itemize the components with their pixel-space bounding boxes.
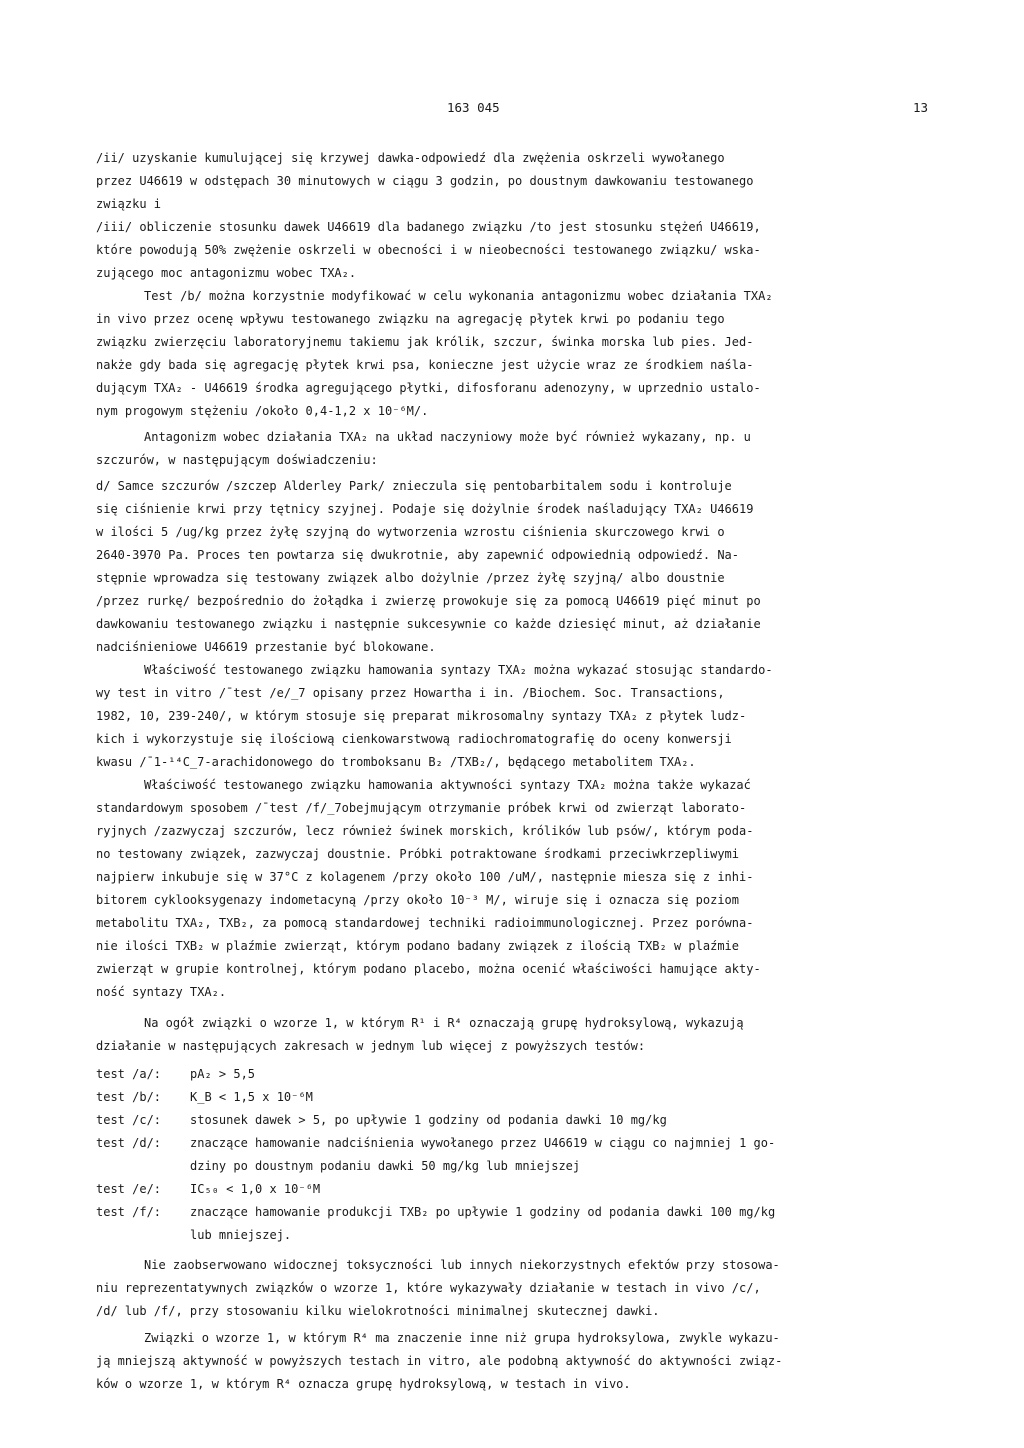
text-line: działanie w następujących zakresach w jednym lub więcej z powyższych testów: — [96, 1039, 646, 1053]
text-line: zwierząt w grupie kontrolnej, którym podano placebo, można ocenić właściwości hamujące akty- — [96, 962, 761, 976]
text-line: w ilości 5 /ug/kg przez żyłę szyjną do wytworzenia wzrostu ciśnienia skurczowego krwi o — [96, 525, 725, 539]
text-line: in vivo przez ocenę wpływu testowanego związku na agregację płytek krwi po podaniu tego — [96, 312, 725, 326]
text-line: przez U46619 w odstępach 30 minutowych w ciągu 3 godzin, po doustnym dawkowaniu testowanego — [96, 174, 754, 188]
test-criterion: lub mniejszej. — [190, 1228, 292, 1242]
text-line: nadciśnieniowe U46619 przestanie być blokowane. — [96, 640, 436, 654]
test-criterion: dziny po doustnym podaniu dawki 50 mg/kg lub mniejszej — [190, 1159, 581, 1173]
text-line: Związki o wzorze 1, w którym R⁴ ma znaczenie inne niż grupa hydroksylowa, zwykle wykazu- — [144, 1331, 780, 1345]
text-line: wy test in vitro /ˉtest /e/_7 opisany przez Howartha i in. /Biochem. Soc. Transactions, — [96, 686, 725, 700]
text-line: zującego moc antagonizmu wobec TXA₂. — [96, 266, 357, 280]
text-line: nie ilości TXB₂ w plaźmie zwierząt, którym podano badany związek z ilością TXB₂ w plaźmie — [96, 939, 739, 953]
test-criterion: stosunek dawek > 5, po upływie 1 godziny od podania dawki 10 mg/kg — [190, 1113, 667, 1127]
text-line: Nie zaobserwowano widocznej toksyczności lub innych niekorzystnych efektów przy stosowa- — [144, 1258, 780, 1272]
patent-number: 163 045 — [447, 100, 500, 115]
text-line: Właściwość testowanego związku hamowania syntazy TXA₂ można wykazać stosując standardo- — [144, 663, 773, 677]
test-criterion: znaczące hamowanie nadciśnienia wywołanego przez U46619 w ciągu co najmniej 1 go- — [190, 1136, 776, 1150]
test-label: test /c/: — [96, 1113, 162, 1127]
text-line: kwasu /ˉ1-¹⁴C_7-arachidonowego do tromboksanu B₂ /TXB₂/, będącego metabolitem TXA₂. — [96, 755, 696, 769]
test-criterion: pA₂ > 5,5 — [190, 1067, 256, 1081]
text-line: ność syntazy TXA₂. — [96, 985, 227, 999]
text-line: /przez rurkę/ bezpośrednio do żołądka i zwierzę prowokuje się za pomocą U46619 pięć minut po — [96, 594, 761, 608]
text-line: /ii/ uzyskanie kumulującej się krzywej dawka-odpowiedź dla zwężenia oskrzeli wywołanego — [96, 151, 725, 165]
text-line: nym progowym stężeniu /około 0,4-1,2 x 10⁻⁶M/. — [96, 404, 429, 418]
text-line: 1982, 10, 239-240/, w którym stosuje się preparat mikrosomalny syntazy TXA₂ z płytek ludz- — [96, 709, 747, 723]
text-line: d/ Samce szczurów /szczep Alderley Park/ znieczula się pentobarbitalem sodu i kontroluje — [96, 479, 732, 493]
text-line: no testowany związek, zazwyczaj doustnie. Próbki potraktowane środkami przeciwkrzepliwymi — [96, 847, 739, 861]
text-line: standardowym sposobem /ˉtest /f/_7obejmującym otrzymanie próbek krwi od zwierząt laborato- — [96, 801, 747, 815]
text-line: dawkowaniu testowanego związku i następnie sukcesywnie co każde dziesięć minut, aż działanie — [96, 617, 761, 631]
text-line: które powodują 50% zwężenie oskrzeli w obecności i w nieobecności testowanego związku/ wska- — [96, 243, 761, 257]
text-line: kich i wykorzystuje się ilościową cienkowarstwową radiochromatografię do oceny konwersji — [96, 732, 732, 746]
page-number: 13 — [913, 100, 929, 115]
test-label: test /e/: — [96, 1182, 162, 1196]
text-line: metabolitu TXA₂, TXB₂, za pomocą standardowej techniki radioimmunologicznej. Przez porówna- — [96, 916, 754, 930]
text-line: 2640-3970 Pa. Proces ten powtarza się dwukrotnie, aby zapewnić odpowiednią odpowiedź. Na- — [96, 548, 739, 562]
test-criterion: IC₅₀ < 1,0 x 10⁻⁶M — [190, 1182, 321, 1196]
text-line: ków o wzorze 1, w którym R⁴ oznacza grupę hydroksylową, w testach in vivo. — [96, 1377, 631, 1391]
text-line: /d/ lub /f/, przy stosowaniu kilku wielokrotności minimalnej skutecznej dawki. — [96, 1304, 660, 1318]
text-line: dującym TXA₂ - U46619 środka agregującego płytki, difosforanu adenozyny, w uprzednio ustalo- — [96, 381, 761, 395]
text-line: ją mniejszą aktywność w powyższych testach in vitro, ale podobną aktywność do aktywności związ- — [96, 1354, 783, 1368]
text-line: się ciśnienie krwi przy tętnicy szyjnej. Podaje się dożylnie środek naśladujący TXA₂ U46619 — [96, 502, 754, 516]
text-line: związku i — [96, 197, 162, 211]
text-line: ryjnych /zazwyczaj szczurów, lecz również świnek morskich, królików lub psów/, którym poda- — [96, 824, 754, 838]
text-line: bitorem cyklooksygenazy indometacyną /przy około 10⁻³ M/, wiruje się i oznacza się poziom — [96, 893, 739, 907]
text-line: szczurów, w następującym doświadczeniu: — [96, 453, 378, 467]
text-line: związku zwierzęciu laboratoryjnemu takiemu jak królik, szczur, świnka morska lub pies. Jed- — [96, 335, 754, 349]
test-label: test /b/: — [96, 1090, 162, 1104]
text-line: /iii/ obliczenie stosunku dawek U46619 dla badanego związku /to jest stosunku stężeń U46619, — [96, 220, 761, 234]
text-line: Właściwość testowanego związku hamowania aktywności syntazy TXA₂ można także wykazać — [144, 778, 751, 792]
text-line: Na ogół związki o wzorze 1, w którym R¹ i R⁴ oznaczają grupę hydroksylową, wykazują — [144, 1016, 744, 1030]
text-line: Test /b/ można korzystnie modyfikować w celu wykonania antagonizmu wobec działania TXA₂ — [144, 289, 773, 303]
text-line: Antagonizm wobec działania TXA₂ na układ naczyniowy może być również wykazany, np. u — [144, 430, 751, 444]
test-criterion: znaczące hamowanie produkcji TXB₂ po upływie 1 godziny od podania dawki 100 mg/kg — [190, 1205, 776, 1219]
text-line: nakże gdy bada się agregację płytek krwi psa, konieczne jest użycie wraz ze środkiem naśla- — [96, 358, 754, 372]
test-label: test /f/: — [96, 1205, 162, 1219]
text-line: stępnie wprowadza się testowany związek albo dożylnie /przez żyłę szyjną/ albo doustnie — [96, 571, 725, 585]
test-label: test /d/: — [96, 1136, 162, 1150]
test-criterion: K_B < 1,5 x 10⁻⁶M — [190, 1090, 313, 1104]
text-line: niu reprezentatywnych związków o wzorze 1, które wykazywały działanie w testach in vivo /c/, — [96, 1281, 761, 1295]
text-line: najpierw inkubuje się w 37°C z kolagenem /przy około 100 /uM/, następnie miesza się z inhi- — [96, 870, 754, 884]
test-label: test /a/: — [96, 1067, 162, 1081]
